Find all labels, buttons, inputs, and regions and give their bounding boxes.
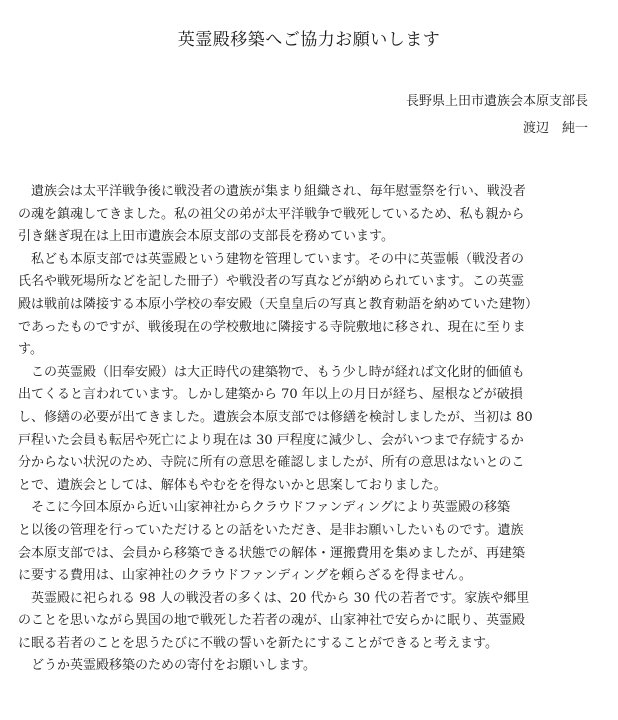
paragraph-line: 英霊殿に祀られる 98 人の戦没者の多くは、20 代から 30 代の若者です。家族や郷里 xyxy=(31,590,530,606)
body-paragraph xyxy=(18,362,608,498)
paragraph-line: この英霊殿（旧奉安殿）は大正時代の建築物で、もう少し時が経れば文化財的価値も xyxy=(31,364,525,380)
paragraph-line: に眠る若者のことを思うたびに不戦の誓いを新たにすることができると考えます。 xyxy=(18,635,498,651)
paragraph-line: 会本原支部では、会員から移築できる状態での解体・運搬費用を集めましたが、再建築 xyxy=(18,545,526,561)
body-paragraph xyxy=(18,249,608,362)
paragraph-line: どうか英霊殿移築のための寄付をお願いします。 xyxy=(31,658,316,674)
body-paragraph xyxy=(18,181,608,249)
paragraph-line: 私ども本原支部では英霊殿という建物を管理しています。その中に英霊帳（戦没者の xyxy=(31,251,524,267)
paragraph-line: 遺族会は太平洋戦争後に戦没者の遺族が集まり組織され、毎年慰霊祭を行い、戦没者 xyxy=(31,184,526,199)
paragraph-line: 出てくると言われています。しかし建築から 70 年以上の月日が経ち、屋根などが破損 xyxy=(18,387,523,403)
paragraph-line: 氏名や戦死場所などを記した冊子）や戦没者の写真などが納められています。この英霊 xyxy=(18,274,524,290)
body-paragraph xyxy=(18,588,608,656)
author-organization: 長野県上田市遺族会本原支部長 xyxy=(405,94,588,109)
paragraph-line: であったものですが、戦後現在の学校敷地に隣接する寺院敷地に移され、現在に至りま xyxy=(18,319,526,335)
paragraph-line: と以後の管理を行っていただけるとの話をいただき、是非お願いしたいものです。遺族 xyxy=(18,522,524,538)
paragraph-line: のことを思いながら異国の地で戦死した若者の魂が、山家神社で安らかに眠り、英霊殿 xyxy=(18,613,526,629)
paragraph-line: とで、遺族会としては、解体もやむをを得ないかと思案しておりました。 xyxy=(18,477,447,493)
body-paragraph xyxy=(18,655,608,678)
author-name: 渡辺 純一 xyxy=(522,121,588,136)
paragraph-line: そこに今回本原から近い山家神社からクラウドファンディングにより英霊殿の移築 xyxy=(31,500,511,516)
paragraph-line: に要する費用は、山家神社のクラウドファンディングを頼らざるを得ません。 xyxy=(18,568,472,584)
paragraph-line: の魂を鎮魂してきました。私の祖父の弟が太平洋戦争で戦死しているため、私も親から xyxy=(18,206,525,222)
body-paragraph xyxy=(18,497,608,587)
paragraph-line: 引き継ぎ現在は上田市遺族会本原支部の支部長を務めています。 xyxy=(18,229,394,245)
paragraph-line: 戸程いた会員も転居や死亡により現在は 30 戸程度に減少し、会がいつまで存続するか xyxy=(18,432,524,448)
paragraph-line: し、修繕の必要が出てきました。遺族会本原支部では修繕を検討しましたが、当初は 80 xyxy=(18,409,533,425)
document-title: 英霊殿移築へご協力お願いします xyxy=(177,30,441,50)
paragraph-line: す。 xyxy=(18,342,43,358)
paragraph-line: 殿は戦前は隣接する本原小学校の奉安殿（天皇皇后の写真と教育勅語を納めていた建物） xyxy=(18,296,539,312)
paragraph-line: 分からない状況のため、寺院に所有の意思を確認しましたが、所有の意思はないとのこ xyxy=(18,455,525,471)
document-body xyxy=(18,181,608,678)
